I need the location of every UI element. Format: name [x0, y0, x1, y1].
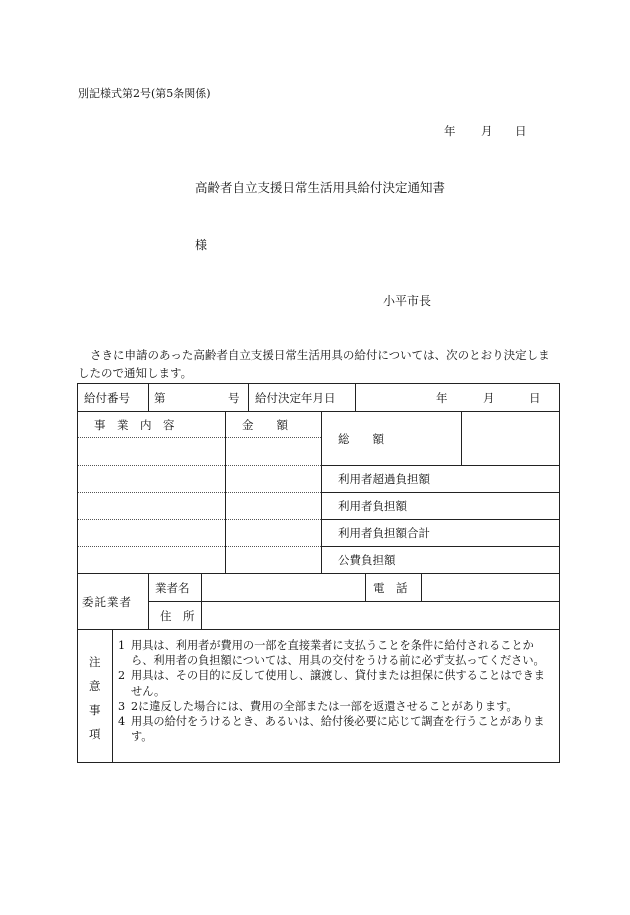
note-text: 用具は、利用者が費用の一部を直接業者に支払うことを条件に給付されることから、利用者の負担額については、用具の交付をうける前に必ず支払ってください。	[131, 639, 545, 668]
table-dotted-rule	[78, 546, 321, 547]
intro-paragraph	[78, 346, 560, 382]
contractor-section-label: 委託業者	[82, 595, 132, 609]
contractor-phone-label: 電 話	[373, 581, 408, 595]
table-rule	[148, 601, 559, 602]
payment-number-suffix: 号	[228, 391, 240, 405]
table-rule	[225, 411, 226, 573]
table-rule	[321, 492, 559, 493]
table-rule	[112, 629, 113, 762]
payment-number-label: 給付番号	[84, 391, 130, 405]
date-year-label: 年	[444, 124, 456, 138]
table-rule	[78, 573, 559, 574]
form-number: 別記様式第2号(第5条関係)	[78, 87, 211, 100]
table-rule	[321, 465, 559, 466]
user-excess-burden-label: 利用者超過負担額	[338, 472, 430, 486]
amount-header: 金 額	[242, 418, 288, 432]
note-number: 1	[118, 639, 126, 652]
note-item	[118, 714, 554, 744]
table-rule	[461, 411, 462, 465]
notes-list	[118, 638, 554, 744]
addressee-suffix: 様	[195, 238, 208, 252]
user-burden-total-label: 利用者負担額合計	[338, 526, 430, 540]
date-month-label: 月	[481, 124, 493, 138]
user-burden-label: 利用者負担額	[338, 499, 407, 513]
page-title: 高齢者自立支援日常生活用具給付決定通知書	[195, 180, 446, 195]
table-dotted-rule	[78, 465, 321, 466]
decision-day-label: 日	[529, 391, 541, 405]
table-dotted-rule	[78, 492, 321, 493]
table-rule	[148, 384, 149, 411]
table-rule	[365, 573, 366, 601]
decision-table	[77, 383, 560, 763]
table-rule	[421, 573, 422, 601]
table-rule	[321, 411, 322, 573]
notes-label-char: 項	[89, 727, 101, 741]
decision-date-label: 給付決定年月日	[255, 391, 336, 405]
note-item	[118, 638, 554, 668]
note-text: 用具の給付をうけるとき、あるいは、給付後必要に応じて調査を行うことがあります。	[131, 715, 545, 744]
business-content-header: 事 業 内 容	[94, 418, 175, 432]
table-rule	[321, 546, 559, 547]
date-day-label: 日	[515, 124, 527, 138]
issuer-name: 小平市長	[383, 294, 432, 308]
note-text: 2に違反した場合には、費用の全部または一部を返還させることがあります。	[131, 699, 518, 713]
note-item	[118, 699, 554, 714]
total-amount-label: 総 額	[338, 432, 384, 446]
table-rule	[148, 573, 149, 629]
notes-label-char: 事	[89, 703, 101, 717]
contractor-name-label: 業者名	[155, 581, 190, 595]
notes-label-char: 注	[89, 655, 101, 669]
note-text: 用具は、その目的に反して使用し、譲渡し、貸付または担保に供することはできません。	[131, 669, 545, 698]
note-item	[118, 668, 554, 698]
decision-month-label: 月	[483, 391, 495, 405]
payment-number-prefix: 第	[154, 391, 166, 405]
note-number: 3	[118, 699, 126, 713]
notes-label-char: 意	[89, 679, 101, 693]
table-rule	[321, 519, 559, 520]
decision-year-label: 年	[436, 391, 448, 405]
contractor-address-label: 住 所	[160, 609, 195, 623]
table-dotted-rule	[78, 437, 321, 438]
table-rule	[355, 384, 356, 411]
table-rule	[248, 384, 249, 411]
table-rule	[78, 411, 559, 412]
intro-text: さきに申請のあった高齢者自立支援日常生活用具の給付については、次のとおり決定しましたので通知します。	[78, 348, 550, 380]
table-rule	[78, 629, 559, 630]
note-number: 4	[118, 715, 126, 729]
note-number: 2	[118, 669, 126, 683]
public-burden-label: 公費負担額	[338, 553, 396, 567]
table-dotted-rule	[78, 519, 321, 520]
table-rule	[201, 573, 202, 629]
